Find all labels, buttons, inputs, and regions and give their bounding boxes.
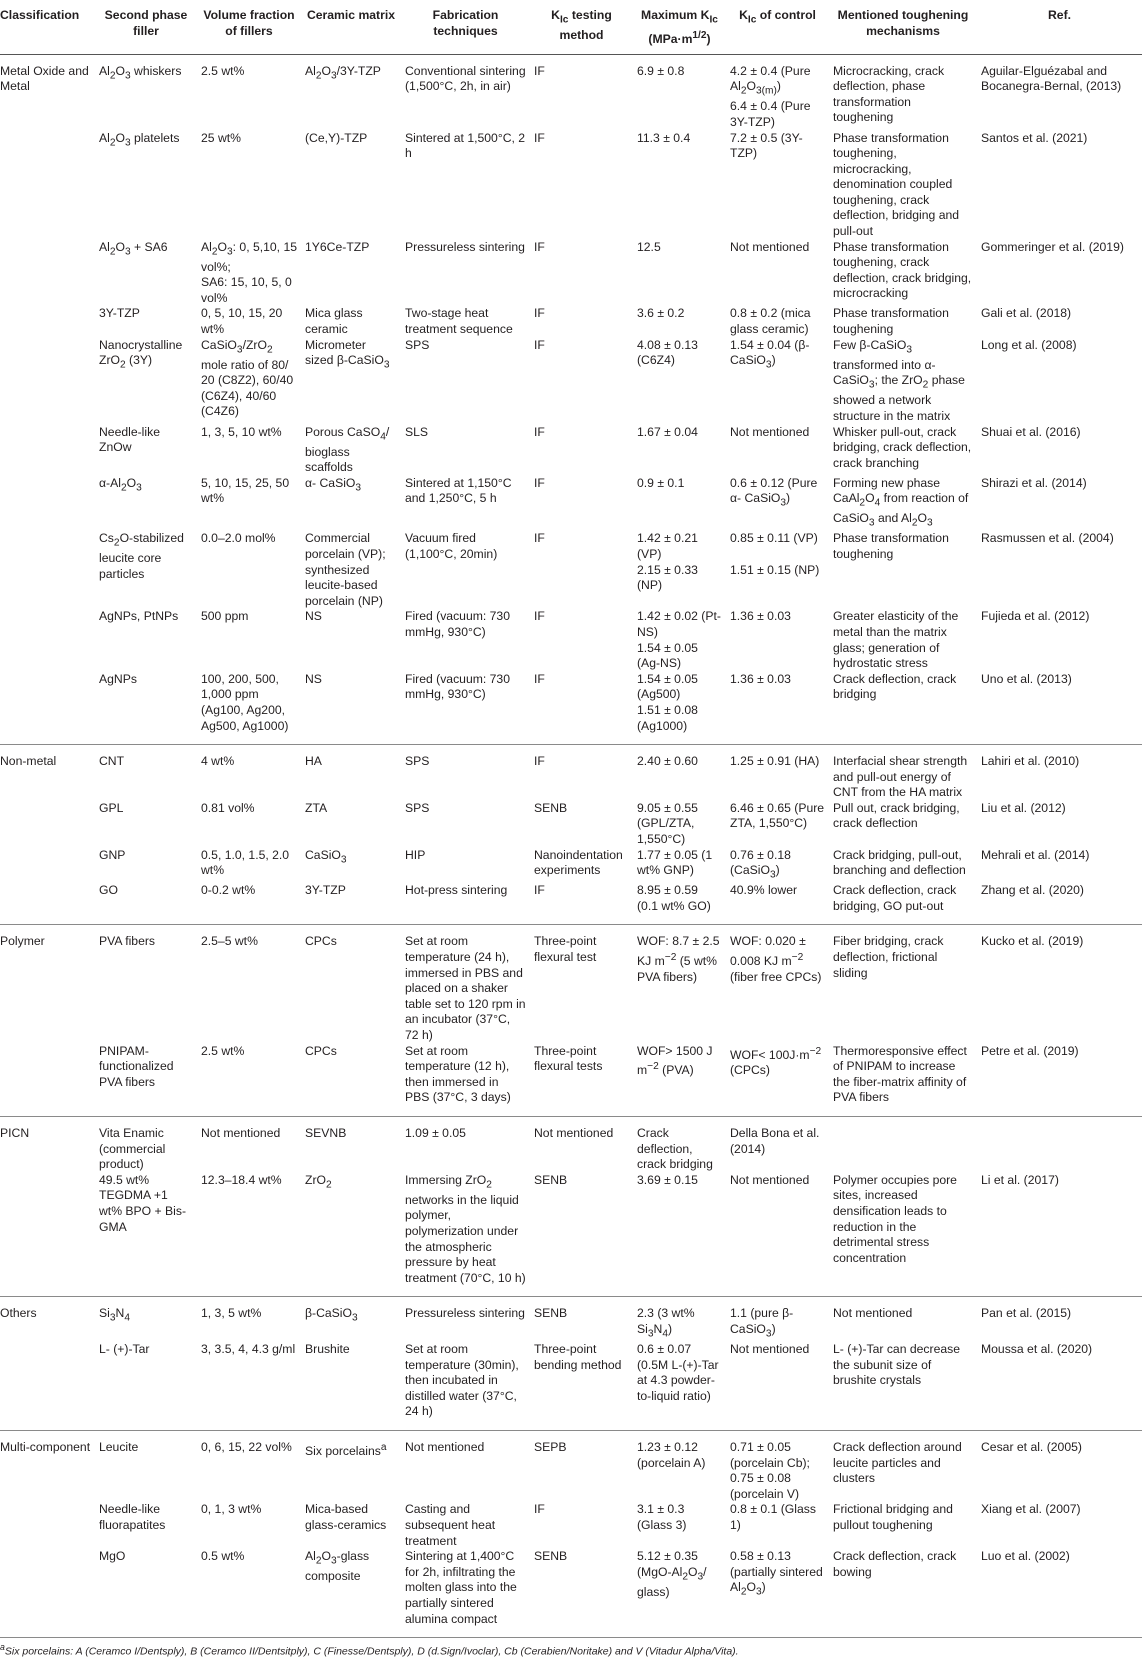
table-cell: 0.8 ± 0.1 (Glass 1): [730, 1502, 816, 1532]
table-cell: SENB: [534, 1306, 568, 1321]
table-cell: 4.08 ± 0.13 (C6Z4): [637, 337, 698, 368]
table-cell: 0.6 ± 0.07 (0.5M L-(+)-Tar at 4.3 powder-to-liquid ratio): [633, 1342, 726, 1430]
table-cell: 3, 3.5, 4, 4.3 g/ml: [197, 1342, 301, 1430]
table-cell: Phase transformation toughening: [833, 531, 949, 561]
table-cell: 3Y-TZP: [99, 306, 140, 321]
classification-cell: [0, 531, 95, 609]
table-cell: Not mentioned: [730, 239, 810, 254]
table-cell: 25 wt%: [201, 130, 241, 145]
table-row: [0, 338, 1142, 425]
table-cell: Crack deflection, crack bridging, GO put-out: [829, 883, 977, 925]
table-cell: Uno et al. (2013): [977, 672, 1142, 745]
table-cell: 4.2 ± 0.4 (Pure $Al_2O_{3(m)}$) 6.4 ± 0.4 (Pure 3Y-TZP): [730, 63, 811, 129]
table-cell: $Al_2O_3$ platelets: [99, 130, 180, 148]
table-cell: 4 wt%: [201, 754, 235, 769]
table-cell: 1.54 ± 0.05 (Ag500) 1.51 ± 0.08 (Ag1000): [633, 672, 726, 745]
table-cell: 7.2 ± 0.5 (3Y-TZP): [730, 130, 803, 161]
classification-cell: [0, 1044, 95, 1117]
table-cell: ZTA: [305, 800, 328, 815]
table-row: [0, 54, 1142, 130]
table-cell: Not mentioned: [730, 424, 810, 439]
table-cell: 1.23 ± 0.12 (porcelain A): [637, 1439, 706, 1470]
classification-cell: Metal Oxide and Metal: [0, 63, 89, 94]
table-cell: Liu et al. (2012): [981, 800, 1066, 815]
classification-cell: Non-metal: [0, 754, 57, 769]
table-cell: α- CaSiO$_3$: [305, 475, 362, 494]
table-row: [0, 1430, 1142, 1502]
table-row: [0, 1549, 1142, 1637]
table-cell: Micrometer sized β-CaSiO$_3$: [305, 337, 390, 371]
classification-cell: [0, 476, 95, 532]
table-cell: 1, 3, 5, 10 wt%: [201, 424, 282, 439]
classification-cell: [0, 1502, 95, 1549]
table-cell: Kucko et al. (2019): [981, 934, 1084, 949]
table-cell: Two-stage heat treatment sequence: [405, 306, 513, 337]
table-cell: IF: [534, 337, 545, 352]
table-cell: Aguilar-Elguézabal and Bocanegra-Bernal, (2013): [981, 63, 1122, 94]
table-cell: Not mentioned: [201, 1126, 281, 1140]
table-row: [0, 745, 1142, 801]
table-cell: 1, 3, 5 wt%: [201, 1306, 262, 1321]
table-cell: HA: [305, 754, 322, 769]
classification-cell: [0, 131, 95, 240]
table-cell: Three-point flexural test: [534, 934, 597, 965]
table-cell: IF: [534, 239, 545, 254]
classification-cell: [0, 1549, 95, 1637]
table-cell: $Al_2O_3$ whiskers: [99, 63, 182, 82]
table-cell: 2.40 ± 0.60: [637, 754, 698, 769]
table-cell: β-CaSiO$_3$: [305, 1306, 358, 1324]
column-header: Second phase filler: [95, 2, 197, 54]
table-row: [0, 1297, 1142, 1342]
table-cell: Fujieda et al. (2012): [981, 609, 1090, 624]
table-cell: $Al_2O_3$-glass composite: [301, 1549, 401, 1637]
table-cell: 1.1 (pure β-CaSiO$_3$): [730, 1306, 794, 1340]
table-cell: 5.12 ± 0.35 ($MgO-Al_2O_3/$ glass): [633, 1549, 726, 1637]
table-header-row: [0, 2, 1142, 54]
classification-cell: Polymer: [0, 934, 45, 949]
table-cell: 5, 10, 15, 25, 50 wt%: [201, 475, 290, 506]
table-cell: 2.5 wt%: [201, 63, 245, 78]
table-cell: Luo et al. (2002): [977, 1549, 1142, 1637]
table-cell: 11.3 ± 0.4: [637, 130, 691, 145]
table-cell: Set at room temperature (30min), then incubated in distilled water (37°C, 24 h): [401, 1342, 530, 1430]
table-row: [0, 883, 1142, 925]
table-body: [0, 54, 1142, 1637]
table-cell: Zhang et al. (2020): [977, 883, 1142, 925]
table-cell: IF: [534, 306, 545, 321]
table-cell: Not mentioned: [726, 1173, 829, 1297]
table-cell: Leucite: [99, 1439, 139, 1454]
table-cell: Needle-like ZnOw: [99, 424, 160, 455]
table-cell: Nanocrystalline ZrO$_2$ (3Y): [99, 337, 183, 371]
classification-cell: [0, 609, 95, 671]
table-cell: CPCs: [305, 934, 337, 949]
table-cell: Not mentioned: [534, 1126, 614, 1140]
table-cell: WOF: 0.020 ± 0.008 KJ $m^{-2}$ (fiber free CPCs): [730, 934, 822, 984]
table-cell: 0, 1, 3 wt%: [201, 1502, 262, 1517]
column-header: Ref.: [977, 2, 1142, 54]
table-cell: 0.71 ± 0.05 (porcelain Cb); 0.75 ± 0.08 (porcelain V): [730, 1439, 810, 1501]
table-row: [0, 306, 1142, 337]
table-row: [0, 801, 1142, 848]
table-cell: (Ce,Y)-TZP: [305, 130, 368, 145]
table-cell: 100, 200, 500, 1,000 ppm (Ag100, Ag200, Ag500, Ag1000): [197, 672, 301, 745]
table-cell: 3.1 ± 0.3 (Glass 3): [637, 1502, 687, 1532]
table-cell: GPL: [99, 800, 124, 815]
table-row: [0, 531, 1142, 609]
table-cell: WOF> 1500 J $m^{-2}$ (PVA): [633, 1044, 726, 1117]
table-cell: NS: [305, 609, 322, 624]
table-cell: Pressureless sintering: [405, 239, 525, 254]
table-cell: IF: [530, 883, 633, 925]
table-cell: CaSiO$_3$/ZrO$_2$ mole ratio of 80/ 20 (C8Z2), 60/40 (C6Z4), 40/60 (C4Z6): [201, 337, 294, 419]
table-cell: Brushite: [301, 1342, 401, 1430]
table-row: [0, 1502, 1142, 1549]
table-cell: SPS: [405, 800, 430, 815]
table-cell: $Si_3N_4$: [99, 1306, 130, 1324]
classification-cell: PICN: [0, 1126, 30, 1140]
column-header: Fabrication techniques: [401, 2, 530, 54]
table-cell: Six porcelains$^a$: [305, 1441, 387, 1459]
table-cell: 500 ppm: [201, 609, 249, 624]
table-cell: Lahiri et al. (2010): [981, 754, 1080, 769]
table-cell: [829, 1117, 977, 1173]
table-cell: Crack deflection, crack bowing: [829, 1549, 977, 1637]
table-cell: IF: [530, 672, 633, 745]
table-cell: 1.36 ± 0.03: [726, 672, 829, 745]
table-cell: Mica-based glass-ceramics: [305, 1502, 387, 1532]
table-cell: SPS: [405, 754, 430, 769]
table-row: [0, 1044, 1142, 1117]
table-cell: SENB: [530, 1173, 633, 1297]
table-cell: 12.5: [637, 239, 661, 254]
table-cell: Whisker pull-out, crack bridging, crack deflection, crack branching: [833, 424, 972, 470]
classification-cell: [0, 801, 95, 848]
table-cell: Vacuum fired (1,100°C, 20min): [405, 531, 498, 561]
composites-table: [0, 2, 1142, 1638]
table-cell: Hot-press sintering: [401, 883, 530, 925]
table-cell: Pressureless sintering: [405, 1306, 525, 1321]
table-cell: CPCs: [301, 1044, 401, 1117]
table-cell: L- (+)-Tar: [95, 1342, 197, 1430]
table-cell: 1.25 ± 0.91 (HA): [730, 754, 820, 769]
table-cell: Casting and subsequent heat treatment: [405, 1502, 496, 1548]
table-footnote: $^a$Six porcelains: A (Ceramco I/Dentsply), B (Ceramco II/Dentsitply), C (Finesse/Dentsply), D (d.Sign/Ivoclar), Cb (Cerabien/Noritake) and V (Vitadur Alpha/Vita).: [0, 1642, 739, 1658]
table-cell: SENB: [534, 800, 568, 815]
table-cell: Thermoresponsive effect of PNIPAM to increase the fiber-matrix affinity of PVA fibers: [829, 1044, 977, 1117]
table-cell: Interfacial shear strength and pull-out energy of CNT from the HA matrix: [833, 754, 968, 800]
table-cell: IF: [534, 609, 545, 624]
classification-cell: Multi-component: [0, 1439, 91, 1454]
table-cell: Santos et al. (2021): [981, 130, 1088, 145]
table-cell: Frictional bridging and pullout toughening: [833, 1502, 953, 1532]
table-row: [0, 848, 1142, 884]
table-cell: $Al_2O_3/3Y$-TZP: [305, 63, 381, 82]
table-row: [0, 476, 1142, 532]
table-cell: 1.67 ± 0.04: [637, 424, 698, 439]
table-cell: Porous CaSO$_4$/ bioglass scaffolds: [305, 424, 390, 475]
table-cell: Phase transformation toughening, crack deflection, crack bridging, microcracking: [833, 239, 972, 301]
table-cell: Set at room temperature (24 h), immersed in PBS and placed on a shaker table set to 120 rpm in an incubator (37°C, 72 h): [405, 934, 526, 1043]
classification-cell: Others: [0, 1306, 37, 1321]
table-cell: 0.8 ± 0.2 (mica glass ceramic): [730, 306, 811, 337]
table-cell: 49.5 wt% TEGDMA +1 wt% BPO + Bis-GMA: [95, 1173, 197, 1297]
column-header: $K_{Ic}$ of control: [726, 2, 829, 54]
column-header: Maximum $K_{Ic}$ $(MPa\cdot m^{1/2})$: [633, 2, 726, 54]
table-cell: 40.9% lower: [726, 883, 829, 925]
table-cell: Mehrali et al. (2014): [981, 847, 1090, 862]
table-cell: PNIPAM-functionalized PVA fibers: [95, 1044, 197, 1117]
column-header: Classification: [0, 2, 95, 54]
table-cell: Forming new phase $CaAl_2O_4$ from reaction of CaSiO$_3$ and $Al_2O_3$: [833, 475, 969, 529]
classification-cell: [0, 240, 95, 307]
table-cell: [977, 1117, 1142, 1173]
column-header: Ceramic matrix: [301, 2, 401, 54]
table-cell: 8.95 ± 0.59 (0.1 wt% GO): [633, 883, 726, 925]
table-cell: 12.3–18.4 wt%: [197, 1173, 301, 1297]
table-cell: IF: [534, 531, 545, 546]
table-cell: 0, 6, 15, 22 vol%: [201, 1439, 292, 1454]
table-cell: 2.3 (3 wt% $Si_3N_4$): [637, 1306, 695, 1340]
table-cell: Commercial porcelain (VP); synthesized leucite-based porcelain (NP): [305, 531, 386, 608]
table-cell: PVA fibers: [99, 934, 155, 949]
table-cell: 0.0–2.0 mol%: [201, 531, 276, 546]
classification-cell: [0, 883, 95, 925]
table-row: [0, 1117, 1142, 1173]
table-cell: Crack deflection, crack bridging: [637, 1126, 713, 1172]
table-cell: Vita Enamic (commercial product): [99, 1126, 166, 1172]
table-cell: 1.42 ± 0.02 (Pt-NS) 1.54 ± 0.05 (Ag-NS): [637, 609, 721, 671]
table-cell: 0.76 ± 0.18 (CaSiO$_3$): [730, 847, 791, 881]
classification-cell: [0, 338, 95, 425]
column-header: $K_{Ic}$ testing method: [530, 2, 633, 54]
table-cell: Nanoindentation experiments: [534, 847, 623, 878]
table-cell: Della Bona et al. (2014): [730, 1126, 820, 1156]
table-cell: Cesar et al. (2005): [981, 1439, 1082, 1454]
table-cell: 1.42 ± 0.21 (VP) 2.15 ± 0.33 (NP): [637, 531, 698, 593]
table-cell: 6.46 ± 0.65 (Pure ZTA, 1,550°C): [730, 800, 825, 831]
table-cell: Set at room temperature (12 h), then immersed in PBS (37°C, 3 days): [401, 1044, 530, 1117]
table-cell: Pull out, crack bridging, crack deflection: [833, 800, 960, 831]
table-cell: Not mentioned: [726, 1342, 829, 1430]
table-cell: Phase transformation toughening, microcracking, denomination coupled toughening, crack deflection, bridging and pull-out: [833, 130, 960, 239]
table-cell: IF: [534, 63, 545, 78]
table-row: [0, 925, 1142, 1044]
classification-cell: [0, 848, 95, 884]
classification-cell: [0, 1342, 95, 1430]
table-cell: 0.6 ± 0.12 (Pure α- CaSiO$_3$): [730, 475, 818, 509]
table-cell: IF: [534, 424, 545, 439]
table-cell: CaSiO$_3$: [305, 847, 347, 866]
table-row: [0, 609, 1142, 671]
table-cell: 1Y6Ce-TZP: [305, 239, 370, 254]
table-cell: Sintering at 1,400°C for 2h, infiltrating the molten glass into the partially sintered alumina compact: [401, 1549, 530, 1637]
table-cell: SPS: [405, 337, 430, 352]
table-cell: 1.36 ± 0.03: [730, 609, 791, 624]
table-cell: CNT: [99, 754, 125, 769]
classification-cell: [0, 425, 95, 476]
table-row: [0, 1342, 1142, 1430]
table-cell: AgNPs: [95, 672, 197, 745]
table-cell: 2.5–5 wt%: [201, 934, 258, 949]
table-cell: AgNPs, PtNPs: [99, 609, 179, 624]
table-cell: 1.54 ± 0.04 (β-CaSiO$_3$): [730, 337, 810, 371]
table-cell: Rasmussen et al. (2004): [981, 531, 1114, 546]
table-cell: Gommeringer et al. (2019): [981, 239, 1124, 254]
table-cell: SLS: [405, 424, 429, 439]
table-cell: 6.9 ± 0.8: [637, 63, 685, 78]
table-cell: 1.09 ± 0.05: [405, 1126, 466, 1140]
table-cell: Crack deflection around leucite particles and clusters: [833, 1439, 962, 1486]
classification-cell: [0, 306, 95, 337]
table-row: [0, 425, 1142, 476]
classification-cell: [0, 1173, 95, 1297]
table-cell: Long et al. (2008): [981, 337, 1077, 352]
table-cell: $WOF< 100J\cdot m^{-2}$ (CPCs): [726, 1044, 829, 1117]
table-cell: Polymer occupies pore sites, increased densification leads to reduction in the detrimental stress concentration: [829, 1173, 977, 1297]
table-cell: Not mentioned: [833, 1306, 913, 1321]
column-header: Volume fraction of fillers: [197, 2, 301, 54]
table-cell: Greater elasticity of the metal than the matrix glass; generation of hydrostatic stress: [833, 609, 959, 671]
table-cell: SEVNB: [305, 1126, 347, 1140]
table-cell: 2.5 wt%: [197, 1044, 301, 1117]
table-cell: Microcracking, crack deflection, phase transformation toughening: [833, 63, 945, 125]
table-cell: GNP: [99, 847, 126, 862]
table-cell: Fiber bridging, crack deflection, frictional sliding: [833, 934, 944, 980]
table-cell: Crack bridging, pull-out, branching and deflection: [833, 847, 966, 878]
column-header: Mentioned toughening mechanisms: [829, 2, 977, 54]
table-cell: Shuai et al. (2016): [981, 424, 1081, 439]
table-cell: Li et al. (2017): [977, 1173, 1142, 1297]
table-cell: IF: [534, 130, 545, 145]
table-cell: $\alpha-Al_2O_3$: [99, 475, 142, 494]
table-row: [0, 240, 1142, 307]
table-cell: IF: [534, 475, 545, 490]
table-cell: 3Y-TZP: [301, 883, 401, 925]
table-cell: Shirazi et al. (2014): [981, 475, 1087, 490]
table-cell: Moussa et al. (2020): [977, 1342, 1142, 1430]
table-cell: 0.5, 1.0, 1.5, 2.0 wt%: [201, 847, 290, 878]
table-cell: $Al_2O_3 + SA6$: [99, 239, 168, 258]
table-cell: 0.9 ± 0.1: [637, 475, 685, 490]
table-cell: Needle-like fluorapatites: [99, 1502, 166, 1532]
table-cell: ZrO$_2$: [301, 1173, 401, 1297]
table-cell: HIP: [405, 847, 426, 862]
table-row: [0, 672, 1142, 745]
table-cell: L- (+)-Tar can decrease the subunit size of brushite crystals: [829, 1342, 977, 1430]
table-cell: Phase transformation toughening: [833, 306, 949, 337]
table-cell: WOF: 8.7 ± 2.5 KJ $m^{-2}$ (5 wt% PVA fibers): [637, 934, 720, 984]
table-cell: $Cs_2O$-stabilized leucite core particles: [99, 531, 184, 581]
table-cell: Petre et al. (2019): [977, 1044, 1142, 1117]
table-cell: Three-point flexural tests: [530, 1044, 633, 1117]
table-cell: 0.58 ± 0.13 (partially sintered $Al_2O_3$): [726, 1549, 829, 1637]
table-cell: Gali et al. (2018): [981, 306, 1072, 321]
table-row: [0, 131, 1142, 240]
table-cell: Xiang et al. (2007): [981, 1502, 1081, 1517]
table-cell: Few β-CaSiO$_3$ transformed into α-CaSiO$_3$; the ZrO$_2$ phase showed a network structure in the matrix: [833, 337, 965, 423]
table-cell: Sintered at 1,500°C, 2 h: [405, 130, 526, 161]
table-cell: Immersing ZrO$_2$ networks in the liquid polymer, polymerization under the atmospheric pressure by heat treatment (70°C, 10 h): [401, 1173, 530, 1297]
table-cell: MgO: [95, 1549, 197, 1637]
table-cell: Three-point bending method: [530, 1342, 633, 1430]
table-row: [0, 1173, 1142, 1297]
table-cell: 0, 5, 10, 15, 20 wt%: [201, 306, 283, 337]
table-cell: 0.5 wt%: [197, 1549, 301, 1637]
table-cell: 0.85 ± 0.11 (VP) 1.51 ± 0.15 (NP): [730, 531, 820, 577]
table-cell: Pan et al. (2015): [981, 1306, 1072, 1321]
table-cell: Fired (vacuum: 730 mmHg, 930°C): [405, 609, 510, 639]
table-cell: 9.05 ± 0.55 (GPL/ZTA, 1,550°C): [637, 800, 698, 847]
table-cell: Conventional sintering (1,500°C, 2h, in air): [405, 63, 526, 94]
table-cell: IF: [534, 1502, 545, 1517]
table-cell: SEPB: [534, 1439, 567, 1454]
table-cell: Not mentioned: [405, 1439, 485, 1454]
classification-cell: [0, 672, 95, 745]
table-cell: GO: [95, 883, 197, 925]
table-cell: SENB: [530, 1549, 633, 1637]
table-cell: Mica glass ceramic: [305, 306, 363, 337]
table-cell: 3.6 ± 0.2: [637, 306, 685, 321]
table-cell: Sintered at 1,150°C and 1,250°C, 5 h: [405, 475, 512, 506]
table-cell: IF: [534, 754, 545, 769]
table-cell: 3.69 ± 0.15: [633, 1173, 726, 1297]
table-cell: 0.81 vol%: [201, 800, 255, 815]
table-cell: $Al_2O_3$: 0, 5,10, 15 vol%; SA6: 15, 10, 5, 0 vol%: [201, 239, 298, 305]
table-cell: Fired (vacuum: 730 mmHg, 930°C): [401, 672, 530, 745]
table-cell: NS: [301, 672, 401, 745]
table-cell: 0-0.2 wt%: [197, 883, 301, 925]
table-cell: Crack deflection, crack bridging: [829, 672, 977, 745]
table-cell: 1.77 ± 0.05 (1 wt% GNP): [637, 847, 713, 878]
